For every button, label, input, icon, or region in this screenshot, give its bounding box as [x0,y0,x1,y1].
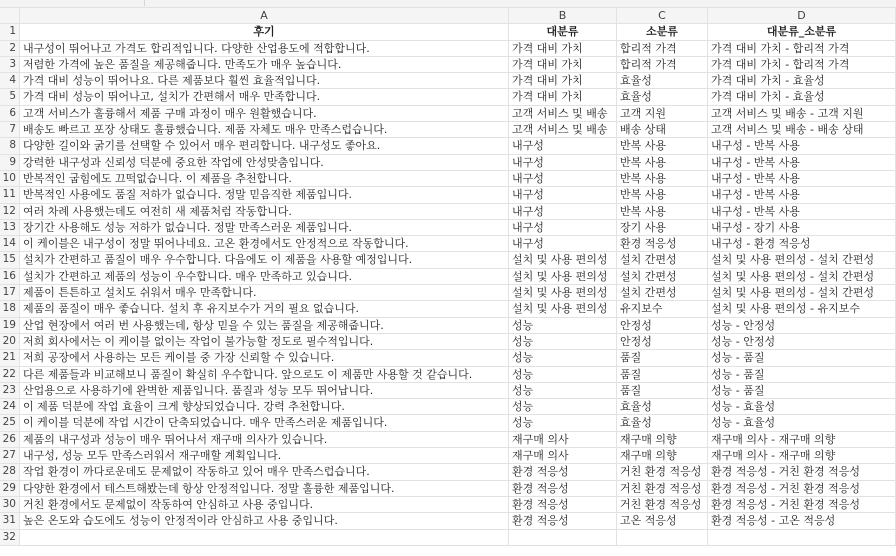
cell-combined-category[interactable]: 성능 - 효율성 [708,399,896,415]
cell-major-category[interactable]: 환경 적응성 [509,464,617,480]
row-number[interactable]: 32 [0,530,20,546]
cell-review[interactable]: 후기 [20,24,509,40]
table-row [0,236,896,252]
cell-combined-category[interactable]: 대분류_소분류 [708,24,896,40]
cell-sub-category[interactable]: 설치 간편성 [617,285,708,301]
table-row [0,513,896,529]
row-number[interactable]: 19 [0,318,20,334]
cell-combined-category[interactable]: 가격 대비 가치 - 효율성 [708,89,896,105]
row-number[interactable]: 1 [0,24,20,40]
cell-major-category[interactable]: 대분류 [509,24,617,40]
table-row [0,204,896,220]
row-number[interactable]: 15 [0,252,20,268]
row-number[interactable]: 28 [0,464,20,480]
cell-major-category[interactable]: 내구성 [509,220,617,236]
cell-major-category[interactable]: 성능 [509,318,617,334]
cell-major-category[interactable]: 성능 [509,383,617,399]
cell-review[interactable]: 내구성이 뛰어나고 가격도 합리적입니다. 다양한 산업용도에 적합합니다. [20,41,509,57]
cell-review[interactable]: 이 케이블은 내구성이 정말 뛰어나네요. 고온 환경에서도 안정적으로 작동합니다. [20,236,509,252]
cell-review[interactable]: 제품의 내구성과 성능이 매우 뛰어나서 재구매 의사가 있습니다. [20,432,509,448]
cell-review[interactable]: 반복적인 굽힘에도 끄떡없습니다. 이 제품을 추천합니다. [20,171,509,187]
cell-sub-category[interactable]: 반복 사용 [617,204,708,220]
cell-combined-category[interactable]: 내구성 - 반복 사용 [708,155,896,171]
row-number[interactable]: 17 [0,285,20,301]
cell-review[interactable]: 여러 차례 사용했는데도 여전히 새 제품처럼 작동합니다. [20,204,509,220]
table-row [0,464,896,480]
cell-combined-category[interactable]: 환경 적응성 - 거친 환경 적응성 [708,497,896,513]
cell-sub-category[interactable]: 거친 환경 적응성 [617,481,708,497]
cell-review[interactable]: 내구성, 성능 모두 만족스러워서 재구매할 계획입니다. [20,448,509,464]
cell-combined-category[interactable]: 성능 - 품질 [708,367,896,383]
row-number[interactable]: 7 [0,122,20,138]
cell-combined-category[interactable]: 가격 대비 가치 - 합리적 가격 [708,41,896,57]
table-row [0,41,896,57]
table-row [0,334,896,350]
cell-major-category[interactable]: 가격 대비 가치 [509,57,617,73]
row-number[interactable]: 14 [0,236,20,252]
cell-review[interactable]: 높은 온도와 습도에도 성능이 안정적이라 안심하고 사용 중입니다. [20,513,509,529]
table-row [0,285,896,301]
row-number[interactable]: 2 [0,41,20,57]
row-number[interactable]: 26 [0,432,20,448]
cell-review[interactable]: 저희 회사에서는 이 케이블 없이는 작업이 불가능할 정도로 필수적입니다. [20,334,509,350]
cell-sub-category[interactable]: 설치 간편성 [617,252,708,268]
cell-review[interactable]: 저희 공장에서 사용하는 모든 케이블 중 가장 신뢰할 수 있습니다. [20,350,509,366]
cell-combined-category[interactable]: 내구성 - 반복 사용 [708,187,896,203]
table-row [0,497,896,513]
cell-major-category[interactable]: 재구매 의사 [509,448,617,464]
cell-review[interactable]: 산업 현장에서 여러 번 사용했는데, 항상 믿을 수 있는 품질을 제공해줍니다. [20,318,509,334]
cell-review[interactable]: 가격 대비 성능이 뛰어나요. 다른 제품보다 훨씬 효율적입니다. [20,73,509,89]
table-row [0,399,896,415]
select-all-corner[interactable] [0,8,20,24]
cell-sub-category[interactable] [617,530,708,546]
cell-sub-category[interactable]: 품질 [617,350,708,366]
cell-combined-category[interactable]: 성능 - 효율성 [708,415,896,431]
cell-major-category[interactable]: 설치 및 사용 편의성 [509,301,617,317]
row-number[interactable]: 29 [0,481,20,497]
row-number[interactable]: 13 [0,220,20,236]
table-row [0,89,896,105]
cell-sub-category[interactable]: 유지보수 [617,301,708,317]
cell-major-category[interactable]: 성능 [509,415,617,431]
row-number[interactable]: 4 [0,73,20,89]
cell-sub-category[interactable]: 환경 적응성 [617,236,708,252]
cell-combined-category[interactable]: 내구성 - 장기 사용 [708,220,896,236]
cell-major-category[interactable]: 환경 적응성 [509,513,617,529]
table-row [0,122,896,138]
cell-combined-category[interactable]: 환경 적응성 - 거친 환경 적응성 [708,464,896,480]
cell-sub-category[interactable]: 품질 [617,383,708,399]
row-number[interactable]: 12 [0,204,20,220]
cell-sub-category[interactable]: 안정성 [617,318,708,334]
cell-sub-category[interactable]: 재구매 의향 [617,432,708,448]
cell-sub-category[interactable]: 합리적 가격 [617,41,708,57]
table-row [0,318,896,334]
cell-combined-category[interactable]: 설치 및 사용 편의성 - 설치 간편성 [708,285,896,301]
cell-review[interactable]: 다양한 길이와 굵기를 선택할 수 있어서 매우 편리합니다. 내구성도 좋아요. [20,138,509,154]
cell-major-category[interactable]: 가격 대비 가치 [509,41,617,57]
cell-combined-category[interactable]: 내구성 - 환경 적응성 [708,236,896,252]
table-row [0,301,896,317]
table-row [0,448,896,464]
cell-sub-category[interactable]: 반복 사용 [617,171,708,187]
cell-combined-category[interactable]: 성능 - 안정성 [708,318,896,334]
table-row [0,481,896,497]
cell-sub-category[interactable]: 거친 환경 적응성 [617,497,708,513]
table-row [0,220,896,236]
column-header-d[interactable]: D [708,8,896,24]
cell-review[interactable]: 가격 대비 성능이 뛰어나고, 설치가 간편해서 매우 만족합니다. [20,89,509,105]
cell-review[interactable]: 설치가 간편하고 품질이 매우 우수합니다. 다음에도 이 제품을 사용할 예정입니다. [20,252,509,268]
cell-major-category[interactable]: 내구성 [509,138,617,154]
cell-sub-category[interactable]: 효율성 [617,399,708,415]
name-box[interactable] [24,0,145,6]
cell-sub-category[interactable]: 반복 사용 [617,187,708,203]
cell-review[interactable] [20,530,509,546]
cell-major-category[interactable]: 내구성 [509,171,617,187]
table-row [0,73,896,89]
cell-major-category[interactable]: 설치 및 사용 편의성 [509,252,617,268]
cell-sub-category[interactable]: 품질 [617,367,708,383]
cell-review[interactable]: 강력한 내구성과 신뢰성 덕분에 중요한 작업에 안성맞춤입니다. [20,155,509,171]
table-row [0,252,896,268]
cell-major-category[interactable]: 성능 [509,367,617,383]
row-number[interactable]: 27 [0,448,20,464]
cell-combined-category[interactable]: 재구매 의사 - 재구매 의향 [708,432,896,448]
column-header-a[interactable]: A [20,8,509,24]
cell-combined-category[interactable]: 환경 적응성 - 고온 적응성 [708,513,896,529]
row-number[interactable]: 30 [0,497,20,513]
cell-review[interactable]: 이 케이블 덕분에 작업 시간이 단축되었습니다. 매우 만족스러운 제품입니다. [20,415,509,431]
cell-combined-category[interactable]: 내구성 - 반복 사용 [708,171,896,187]
cell-combined-category[interactable]: 설치 및 사용 편의성 - 유지보수 [708,301,896,317]
cell-major-category[interactable]: 내구성 [509,187,617,203]
cell-major-category[interactable]: 재구매 의사 [509,432,617,448]
table-row [0,187,896,203]
cell-review[interactable]: 제품의 품질이 매우 좋습니다. 설치 후 유지보수가 거의 필요 없습니다. [20,301,509,317]
row-number[interactable]: 3 [0,57,20,73]
cell-sub-category[interactable]: 소분류 [617,24,708,40]
table-row [0,155,896,171]
cell-sub-category[interactable]: 효율성 [617,73,708,89]
cell-review[interactable]: 고객 서비스가 훌륭해서 제품 구매 과정이 매우 원활했습니다. [20,106,509,122]
row-number[interactable]: 31 [0,513,20,529]
cell-major-category[interactable] [509,530,617,546]
table-row [0,383,896,399]
cell-combined-category[interactable]: 설치 및 사용 편의성 - 설치 간편성 [708,252,896,268]
cell-major-category[interactable]: 설치 및 사용 편의성 [509,269,617,285]
table-row [0,350,896,366]
table-row [0,171,896,187]
cell-sub-category[interactable]: 고온 적응성 [617,513,708,529]
row-number[interactable]: 23 [0,383,20,399]
cell-major-category[interactable]: 내구성 [509,155,617,171]
cell-major-category[interactable]: 성능 [509,399,617,415]
row-number[interactable]: 21 [0,350,20,366]
row-number[interactable]: 20 [0,334,20,350]
cell-review[interactable]: 반복적인 사용에도 품질 저하가 없습니다. 정말 믿음직한 제품입니다. [20,187,509,203]
table-row [0,432,896,448]
row-number[interactable]: 8 [0,138,20,154]
cell-combined-category[interactable] [708,530,896,546]
cell-review[interactable]: 저렴한 가격에 높은 품질을 제공해줍니다. 만족도가 매우 높습니다. [20,57,509,73]
spreadsheet-grid [0,8,896,546]
cell-sub-category[interactable]: 장기 사용 [617,220,708,236]
cell-major-category[interactable]: 고객 서비스 및 배송 [509,106,617,122]
row-number[interactable]: 6 [0,106,20,122]
row-number[interactable]: 16 [0,269,20,285]
cell-combined-category[interactable]: 성능 - 품질 [708,383,896,399]
row-number[interactable]: 9 [0,155,20,171]
cell-major-category[interactable]: 가격 대비 가치 [509,73,617,89]
row-number[interactable]: 22 [0,367,20,383]
row-number[interactable]: 18 [0,301,20,317]
cell-combined-category[interactable]: 고객 서비스 및 배송 - 배송 상태 [708,122,896,138]
cell-sub-category[interactable]: 고객 지원 [617,106,708,122]
cell-combined-category[interactable]: 가격 대비 가치 - 효율성 [708,73,896,89]
cell-combined-category[interactable]: 성능 - 품질 [708,350,896,366]
table-row [0,138,896,154]
cell-review[interactable]: 장기간 사용해도 성능 저하가 없습니다. 정말 만족스러운 제품입니다. [20,220,509,236]
cell-combined-category[interactable]: 재구매 의사 - 재구매 의향 [708,448,896,464]
cell-review[interactable]: 배송도 빠르고 포장 상태도 훌륭했습니다. 제품 자체도 매우 만족스럽습니다. [20,122,509,138]
cell-major-category[interactable]: 내구성 [509,204,617,220]
cell-sub-category[interactable]: 거친 환경 적응성 [617,464,708,480]
cell-review[interactable]: 제품이 튼튼하고 설치도 쉬워서 매우 만족합니다. [20,285,509,301]
cell-sub-category[interactable]: 반복 사용 [617,155,708,171]
cell-combined-category[interactable]: 환경 적응성 - 거친 환경 적응성 [708,481,896,497]
cell-review[interactable]: 작업 환경이 까다로운데도 문제없이 작동하고 있어 매우 만족스럽습니다. [20,464,509,480]
row-number[interactable]: 5 [0,89,20,105]
table-row [0,106,896,122]
cell-review[interactable]: 산업용으로 사용하기에 완벽한 제품입니다. 품질과 성능 모두 뛰어납니다. [20,383,509,399]
cell-combined-category[interactable]: 고객 서비스 및 배송 - 고객 지원 [708,106,896,122]
table-header-row [0,24,896,40]
cell-sub-category[interactable]: 안정성 [617,334,708,350]
cell-review[interactable]: 다양한 환경에서 테스트해봤는데 항상 안정적입니다. 정말 훌륭한 제품입니다. [20,481,509,497]
column-header-c[interactable]: C [617,8,708,24]
table-row [0,57,896,73]
table-row [0,269,896,285]
table-row [0,530,896,546]
table-row [0,367,896,383]
cell-sub-category[interactable]: 효율성 [617,89,708,105]
cell-major-category[interactable]: 성능 [509,350,617,366]
cell-major-category[interactable]: 가격 대비 가치 [509,89,617,105]
cell-combined-category[interactable]: 설치 및 사용 편의성 - 설치 간편성 [708,269,896,285]
formula-bar-strip [0,0,896,8]
row-number[interactable]: 11 [0,187,20,203]
cell-major-category[interactable]: 설치 및 사용 편의성 [509,285,617,301]
cell-review[interactable]: 다른 제품들과 비교해보니 품질이 확실히 우수합니다. 앞으로도 이 제품만 사용할 것 같습니다. [20,367,509,383]
cell-combined-category[interactable]: 가격 대비 가치 - 합리적 가격 [708,57,896,73]
table-row [0,415,896,431]
cell-combined-category[interactable]: 내구성 - 반복 사용 [708,204,896,220]
column-header-row [0,8,896,24]
cell-major-category[interactable]: 환경 적응성 [509,481,617,497]
cell-sub-category[interactable]: 재구매 의향 [617,448,708,464]
row-number[interactable]: 10 [0,171,20,187]
cell-sub-category[interactable]: 설치 간편성 [617,269,708,285]
row-number[interactable]: 24 [0,399,20,415]
cell-major-category[interactable]: 내구성 [509,236,617,252]
cell-review[interactable]: 거친 환경에서도 문제없이 작동하여 안심하고 사용 중입니다. [20,497,509,513]
cell-major-category[interactable]: 환경 적응성 [509,497,617,513]
cell-combined-category[interactable]: 내구성 - 반복 사용 [708,138,896,154]
cell-combined-category[interactable]: 성능 - 안정성 [708,334,896,350]
cell-major-category[interactable]: 고객 서비스 및 배송 [509,122,617,138]
cell-sub-category[interactable]: 합리적 가격 [617,57,708,73]
cell-sub-category[interactable]: 배송 상태 [617,122,708,138]
cell-review[interactable]: 설치가 간편하고 제품의 성능이 우수합니다. 매우 만족하고 있습니다. [20,269,509,285]
cell-sub-category[interactable]: 반복 사용 [617,138,708,154]
cell-major-category[interactable]: 성능 [509,334,617,350]
row-number[interactable]: 25 [0,415,20,431]
column-header-b[interactable]: B [509,8,617,24]
cell-review[interactable]: 이 제품 덕분에 작업 효율이 크게 향상되었습니다. 강력 추천합니다. [20,399,509,415]
cell-sub-category[interactable]: 효율성 [617,415,708,431]
